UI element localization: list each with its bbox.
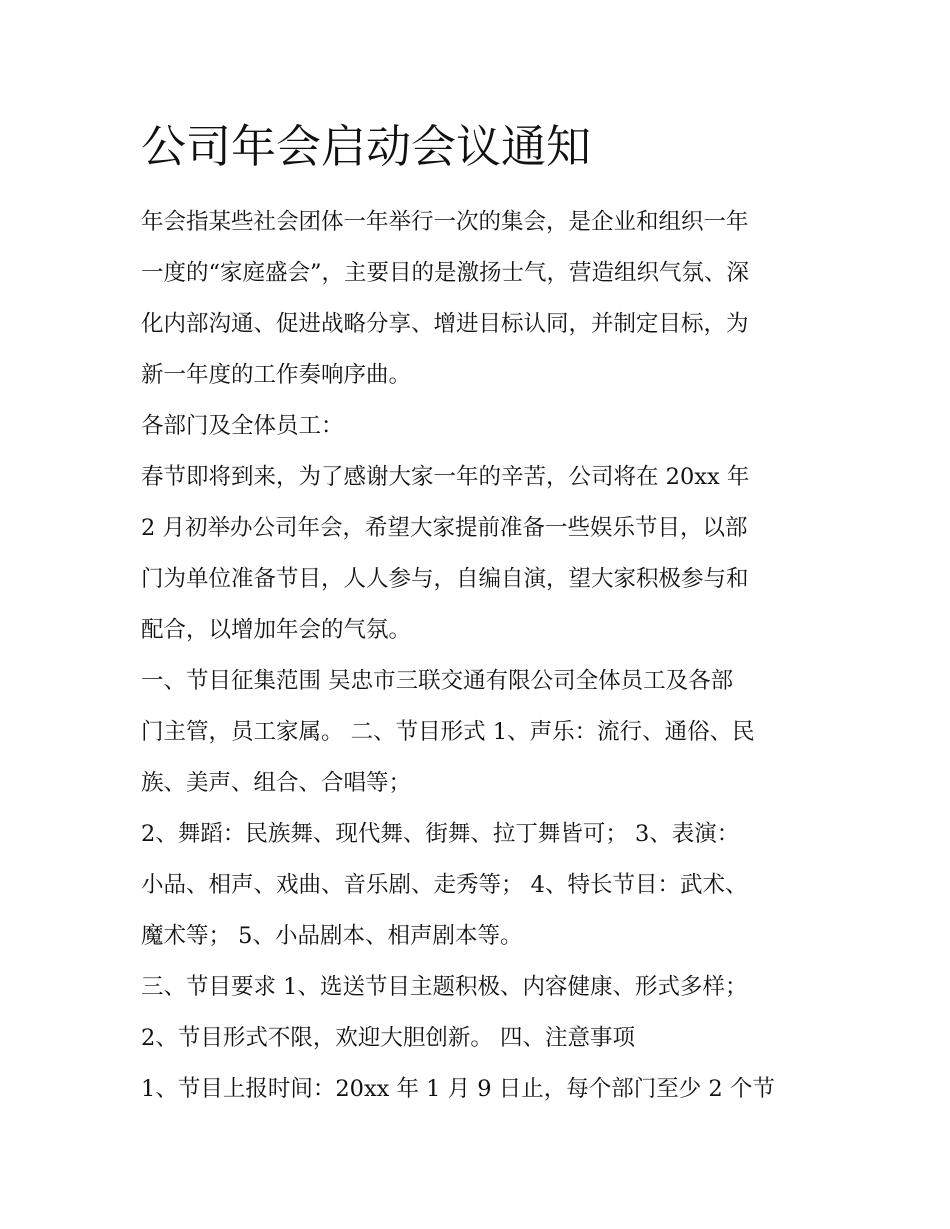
text-line: 三、节目要求 1、选送节目主题积极、内容健康、形式多样； [141, 974, 748, 1000]
text-line: 一、节目征集范围 吴忠市三联交通有限公司全体员工及各部 [141, 668, 734, 694]
text-line: 门主管，员工家属。 二、节目形式 1、声乐：流行、通俗、民 [141, 719, 755, 745]
text-line: 门为单位准备节目，人人参与，自编自演，望大家积极参与和 [141, 566, 749, 592]
text-line: 小品、相声、戏曲、音乐剧、走秀等； 4、特长节目：武术、 [141, 872, 748, 898]
text-line: 2、节目形式不限，欢迎大胆创新。 四、注意事项 [141, 1025, 635, 1051]
text-line: 春节即将到来，为了感谢大家一年的辛苦，公司将在 20xx 年 [141, 464, 750, 490]
document-body [141, 197, 831, 1115]
salutation-line: 各部门及全体员工： [141, 413, 344, 439]
text-line: 新一年度的工作奏响序曲。 [141, 362, 412, 388]
text-line: 化内部沟通、促进战略分享、增进目标认同，并制定目标，为 [141, 311, 749, 337]
document-title: 公司年会启动会议通知 [141, 120, 592, 173]
text-line: 2 月初举办公司年会，希望大家提前准备一些娱乐节目，以部 [141, 515, 748, 541]
text-line: 2、舞蹈：民族舞、现代舞、街舞、拉丁舞皆可； 3、表演： [141, 821, 740, 847]
text-line: 年会指某些社会团体一年举行一次的集会，是企业和组织一年 [141, 209, 749, 235]
text-line: 族、美声、组合、合唱等； [141, 770, 412, 796]
text-line: 配合，以增加年会的气氛。 [141, 617, 412, 643]
text-line: 魔术等； 5、小品剧本、相声剧本等。 [141, 923, 523, 949]
text-line: 1、节目上报时间：20xx 年 1 月 9 日止，每个部门至少 2 个节 [141, 1076, 775, 1102]
text-line: 一度的“家庭盛会”，主要目的是激扬士气，营造组织气氛、深 [141, 260, 750, 286]
